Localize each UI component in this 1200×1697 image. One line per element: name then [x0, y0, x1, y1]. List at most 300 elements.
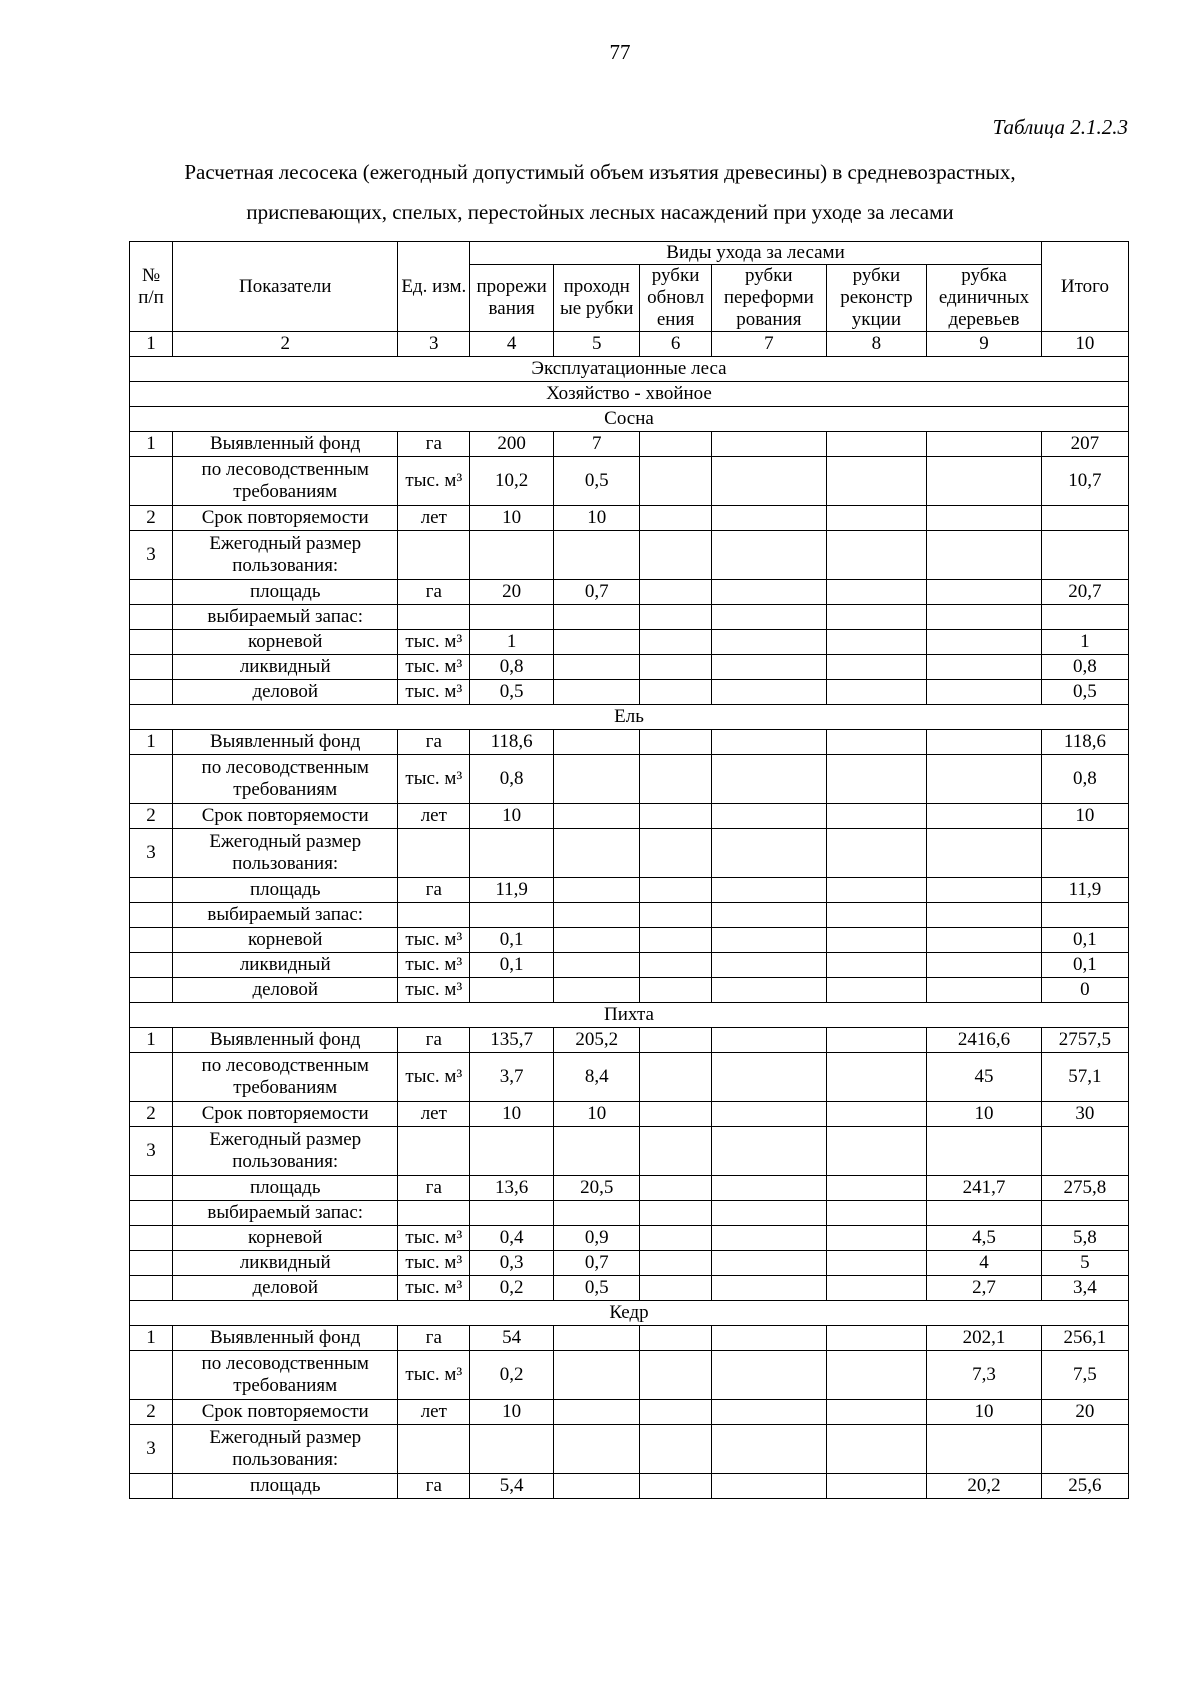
value-cell: 20,2 [927, 1474, 1042, 1499]
value-cell: 118,6 [470, 730, 554, 755]
row-number [130, 1251, 173, 1276]
value-cell: 0,8 [470, 655, 554, 680]
table-row [130, 506, 1129, 531]
table-row [130, 1201, 1129, 1226]
total-cell: 3,4 [1041, 1276, 1128, 1301]
value-cell: 4,5 [927, 1226, 1042, 1251]
value-cell [554, 531, 640, 580]
row-label: по лесоводственным требованиям [173, 457, 398, 506]
header-type: рубки обновл ения [640, 265, 712, 332]
value-cell [927, 730, 1042, 755]
row-unit [398, 829, 470, 878]
row-number [130, 928, 173, 953]
table-row [130, 531, 1129, 580]
value-cell [711, 1127, 826, 1176]
value-cell [711, 829, 826, 878]
row-number [130, 1176, 173, 1201]
row-unit: лет [398, 1102, 470, 1127]
value-cell [826, 1176, 926, 1201]
value-cell [711, 1176, 826, 1201]
value-cell: 2,7 [927, 1276, 1042, 1301]
value-cell: 1 [470, 630, 554, 655]
row-label: Выявленный фонд [173, 432, 398, 457]
value-cell: 11,9 [470, 878, 554, 903]
value-cell: 10 [554, 506, 640, 531]
value-cell [640, 1127, 712, 1176]
row-number [130, 953, 173, 978]
total-cell: 20 [1041, 1400, 1128, 1425]
table-row [130, 978, 1129, 1003]
value-cell: 0,2 [470, 1351, 554, 1400]
value-cell: 7 [554, 432, 640, 457]
total-cell: 2757,5 [1041, 1028, 1128, 1053]
value-cell [470, 1425, 554, 1474]
row-number [130, 978, 173, 1003]
row-unit [398, 531, 470, 580]
value-cell: 200 [470, 432, 554, 457]
value-cell: 10 [927, 1102, 1042, 1127]
value-cell [826, 1276, 926, 1301]
value-cell [826, 829, 926, 878]
value-cell [640, 755, 712, 804]
header-type: рубки переформи рования [711, 265, 826, 332]
row-number: 2 [130, 804, 173, 829]
total-cell: 1 [1041, 630, 1128, 655]
row-unit: га [398, 730, 470, 755]
value-cell [640, 1201, 712, 1226]
value-cell [711, 531, 826, 580]
row-unit: тыс. м³ [398, 928, 470, 953]
col-number: 1 [130, 332, 173, 357]
value-cell: 8,4 [554, 1053, 640, 1102]
value-cell: 0,1 [470, 953, 554, 978]
total-cell [1041, 829, 1128, 878]
table-row [130, 903, 1129, 928]
table-row [130, 1102, 1129, 1127]
value-cell: 0,2 [470, 1276, 554, 1301]
table-row [130, 1176, 1129, 1201]
total-cell: 0,1 [1041, 928, 1128, 953]
row-number: 3 [130, 1127, 173, 1176]
table-row [130, 1276, 1129, 1301]
row-label: Ежегодный размер пользования: [173, 1425, 398, 1474]
value-cell [470, 1127, 554, 1176]
value-cell [640, 531, 712, 580]
table-row [130, 1053, 1129, 1102]
row-number: 2 [130, 1400, 173, 1425]
header-unit: Ед. изм. [398, 242, 470, 332]
row-number [130, 1201, 173, 1226]
value-cell [711, 730, 826, 755]
value-cell [640, 1351, 712, 1400]
value-cell [554, 829, 640, 878]
row-number [130, 903, 173, 928]
value-cell [711, 1425, 826, 1474]
value-cell [826, 1425, 926, 1474]
value-cell: 205,2 [554, 1028, 640, 1053]
header-type: рубки реконстр укции [826, 265, 926, 332]
value-cell [826, 755, 926, 804]
value-cell [711, 928, 826, 953]
row-number: 3 [130, 531, 173, 580]
row-number [130, 755, 173, 804]
row-label: площадь [173, 580, 398, 605]
table-row [130, 829, 1129, 878]
total-cell: 10,7 [1041, 457, 1128, 506]
value-cell [470, 903, 554, 928]
row-number: 3 [130, 1425, 173, 1474]
row-number [130, 605, 173, 630]
value-cell [711, 580, 826, 605]
value-cell [711, 1276, 826, 1301]
value-cell [554, 978, 640, 1003]
value-cell: 7,3 [927, 1351, 1042, 1400]
value-cell: 10,2 [470, 457, 554, 506]
value-cell: 10 [470, 804, 554, 829]
value-cell [826, 928, 926, 953]
value-cell [826, 605, 926, 630]
value-cell [640, 605, 712, 630]
value-cell [826, 978, 926, 1003]
value-cell [826, 1474, 926, 1499]
value-cell [554, 1400, 640, 1425]
row-label: Срок повторяемости [173, 506, 398, 531]
value-cell: 0,9 [554, 1226, 640, 1251]
value-cell [927, 630, 1042, 655]
value-cell [554, 953, 640, 978]
value-cell [640, 1053, 712, 1102]
row-unit [398, 1425, 470, 1474]
row-unit [398, 903, 470, 928]
value-cell [711, 903, 826, 928]
value-cell [927, 506, 1042, 531]
value-cell: 0,5 [554, 457, 640, 506]
value-cell [640, 1400, 712, 1425]
row-label: Ежегодный размер пользования: [173, 531, 398, 580]
col-number: 7 [711, 332, 826, 357]
row-unit [398, 605, 470, 630]
total-cell: 0,8 [1041, 755, 1128, 804]
value-cell [711, 1326, 826, 1351]
value-cell [470, 605, 554, 630]
row-number: 3 [130, 829, 173, 878]
row-number: 1 [130, 730, 173, 755]
value-cell [640, 953, 712, 978]
row-unit: га [398, 1326, 470, 1351]
value-cell: 10 [470, 506, 554, 531]
row-unit: га [398, 1176, 470, 1201]
row-label: Срок повторяемости [173, 1400, 398, 1425]
total-cell: 118,6 [1041, 730, 1128, 755]
value-cell: 54 [470, 1326, 554, 1351]
value-cell [826, 1102, 926, 1127]
value-cell [640, 1474, 712, 1499]
row-unit: тыс. м³ [398, 680, 470, 705]
table-row [130, 1474, 1129, 1499]
header-total: Итого [1041, 242, 1128, 332]
value-cell [826, 804, 926, 829]
value-cell [554, 605, 640, 630]
row-unit: тыс. м³ [398, 1276, 470, 1301]
table-row [130, 680, 1129, 705]
table-row [130, 1400, 1129, 1425]
row-unit: га [398, 1028, 470, 1053]
value-cell [554, 755, 640, 804]
value-cell: 0,5 [470, 680, 554, 705]
value-cell [927, 928, 1042, 953]
value-cell [470, 1201, 554, 1226]
value-cell [554, 1425, 640, 1474]
value-cell [554, 630, 640, 655]
value-cell [711, 755, 826, 804]
value-cell [927, 878, 1042, 903]
value-cell [711, 978, 826, 1003]
total-cell: 5 [1041, 1251, 1128, 1276]
col-number: 4 [470, 332, 554, 357]
value-cell [826, 1201, 926, 1226]
value-cell [554, 804, 640, 829]
value-cell [640, 1028, 712, 1053]
value-cell [640, 506, 712, 531]
forest-cutting-table [129, 241, 1129, 1499]
value-cell [826, 953, 926, 978]
value-cell [554, 680, 640, 705]
row-unit: тыс. м³ [398, 1053, 470, 1102]
row-unit: тыс. м³ [398, 655, 470, 680]
value-cell [640, 1326, 712, 1351]
value-cell [826, 1028, 926, 1053]
table-row [130, 804, 1129, 829]
row-label: выбираемый запас: [173, 605, 398, 630]
row-number [130, 630, 173, 655]
row-label: выбираемый запас: [173, 1201, 398, 1226]
value-cell [711, 630, 826, 655]
row-number [130, 655, 173, 680]
total-cell [1041, 531, 1128, 580]
value-cell [927, 1127, 1042, 1176]
value-cell [640, 680, 712, 705]
total-cell: 5,8 [1041, 1226, 1128, 1251]
category-forest: Эксплуатационные леса [130, 357, 1129, 382]
value-cell [927, 580, 1042, 605]
page-number: 77 [609, 40, 631, 64]
row-label: по лесоводственным требованиям [173, 755, 398, 804]
table-row [130, 730, 1129, 755]
table-row [130, 1425, 1129, 1474]
value-cell: 20 [470, 580, 554, 605]
value-cell: 0,7 [554, 1251, 640, 1276]
value-cell [640, 630, 712, 655]
row-label: деловой [173, 680, 398, 705]
total-cell [1041, 1425, 1128, 1474]
value-cell [554, 928, 640, 953]
row-label: деловой [173, 978, 398, 1003]
total-cell: 7,5 [1041, 1351, 1128, 1400]
value-cell [711, 1251, 826, 1276]
value-cell [640, 978, 712, 1003]
row-label: по лесоводственным требованиям [173, 1351, 398, 1400]
value-cell [826, 432, 926, 457]
value-cell: 3,7 [470, 1053, 554, 1102]
table-row [130, 630, 1129, 655]
total-cell: 256,1 [1041, 1326, 1128, 1351]
value-cell [927, 903, 1042, 928]
col-number: 3 [398, 332, 470, 357]
value-cell [927, 531, 1042, 580]
row-label: корневой [173, 1226, 398, 1251]
value-cell: 20,5 [554, 1176, 640, 1201]
category-economy: Хозяйство - хвойное [130, 382, 1129, 407]
header-type: прорежи вания [470, 265, 554, 332]
value-cell [927, 432, 1042, 457]
total-cell [1041, 903, 1128, 928]
row-label: площадь [173, 1176, 398, 1201]
table-row [130, 605, 1129, 630]
value-cell [927, 680, 1042, 705]
row-label: площадь [173, 878, 398, 903]
value-cell [554, 878, 640, 903]
value-cell [554, 655, 640, 680]
value-cell [640, 730, 712, 755]
table-row [130, 457, 1129, 506]
value-cell [927, 829, 1042, 878]
total-cell: 30 [1041, 1102, 1128, 1127]
value-cell [554, 1351, 640, 1400]
row-label: Срок повторяемости [173, 1102, 398, 1127]
table-row [130, 928, 1129, 953]
row-label: ликвидный [173, 1251, 398, 1276]
value-cell [711, 457, 826, 506]
value-cell [927, 457, 1042, 506]
value-cell [640, 432, 712, 457]
value-cell [711, 1028, 826, 1053]
total-cell: 0,1 [1041, 953, 1128, 978]
value-cell [711, 680, 826, 705]
row-number: 1 [130, 1028, 173, 1053]
row-label: выбираемый запас: [173, 903, 398, 928]
value-cell [927, 655, 1042, 680]
table-row [130, 580, 1129, 605]
header-group: Виды ухода за лесами [470, 242, 1042, 265]
row-unit: тыс. м³ [398, 630, 470, 655]
value-cell [927, 755, 1042, 804]
value-cell: 13,6 [470, 1176, 554, 1201]
species-header: Сосна [130, 407, 1129, 432]
row-unit [398, 1201, 470, 1226]
row-label: Выявленный фонд [173, 1326, 398, 1351]
value-cell [711, 804, 826, 829]
value-cell [711, 1400, 826, 1425]
row-number [130, 680, 173, 705]
header-num: № п/п [130, 242, 173, 332]
row-number: 1 [130, 432, 173, 457]
col-number: 6 [640, 332, 712, 357]
value-cell [927, 1425, 1042, 1474]
species-header: Ель [130, 705, 1129, 730]
value-cell [470, 978, 554, 1003]
value-cell [826, 903, 926, 928]
row-label: Выявленный фонд [173, 730, 398, 755]
value-cell: 5,4 [470, 1474, 554, 1499]
row-label: корневой [173, 928, 398, 953]
row-unit: тыс. м³ [398, 755, 470, 804]
row-label: Ежегодный размер пользования: [173, 1127, 398, 1176]
value-cell: 0,7 [554, 580, 640, 605]
row-unit: лет [398, 1400, 470, 1425]
value-cell: 2416,6 [927, 1028, 1042, 1053]
value-cell [826, 1053, 926, 1102]
value-cell [640, 457, 712, 506]
value-cell [711, 432, 826, 457]
value-cell [640, 804, 712, 829]
table-row [130, 1226, 1129, 1251]
value-cell: 0,1 [470, 928, 554, 953]
total-cell: 25,6 [1041, 1474, 1128, 1499]
value-cell [711, 1053, 826, 1102]
value-cell [826, 1127, 926, 1176]
value-cell [826, 531, 926, 580]
total-cell [1041, 605, 1128, 630]
value-cell [640, 1276, 712, 1301]
row-unit: лет [398, 506, 470, 531]
row-unit: га [398, 1474, 470, 1499]
value-cell: 0,5 [554, 1276, 640, 1301]
species-header: Пихта [130, 1003, 1129, 1028]
value-cell: 10 [470, 1102, 554, 1127]
row-unit: тыс. м³ [398, 1226, 470, 1251]
total-cell [1041, 506, 1128, 531]
value-cell [554, 1474, 640, 1499]
value-cell [826, 630, 926, 655]
row-label: ликвидный [173, 655, 398, 680]
value-cell: 0,4 [470, 1226, 554, 1251]
species-header: Кедр [130, 1301, 1129, 1326]
row-unit: га [398, 878, 470, 903]
row-unit: га [398, 580, 470, 605]
total-cell: 0,5 [1041, 680, 1128, 705]
row-label: по лесоводственным требованиям [173, 1053, 398, 1102]
value-cell: 0,8 [470, 755, 554, 804]
row-unit: тыс. м³ [398, 457, 470, 506]
value-cell [640, 1102, 712, 1127]
value-cell: 202,1 [927, 1326, 1042, 1351]
value-cell [826, 1326, 926, 1351]
total-cell: 207 [1041, 432, 1128, 457]
table-row [130, 655, 1129, 680]
table-row [130, 953, 1129, 978]
total-cell: 57,1 [1041, 1053, 1128, 1102]
table-row [130, 755, 1129, 804]
value-cell [711, 953, 826, 978]
value-cell [826, 655, 926, 680]
row-number: 2 [130, 1102, 173, 1127]
header-type: рубка единичных деревьев [927, 265, 1042, 332]
header-indicators: Показатели [173, 242, 398, 332]
total-cell [1041, 1127, 1128, 1176]
row-label: площадь [173, 1474, 398, 1499]
value-cell [640, 1251, 712, 1276]
col-number: 5 [554, 332, 640, 357]
value-cell: 10 [927, 1400, 1042, 1425]
value-cell: 4 [927, 1251, 1042, 1276]
value-cell [711, 1102, 826, 1127]
row-label: ликвидный [173, 953, 398, 978]
row-unit: тыс. м³ [398, 953, 470, 978]
value-cell [927, 1201, 1042, 1226]
value-cell [554, 903, 640, 928]
value-cell [711, 506, 826, 531]
value-cell [640, 655, 712, 680]
